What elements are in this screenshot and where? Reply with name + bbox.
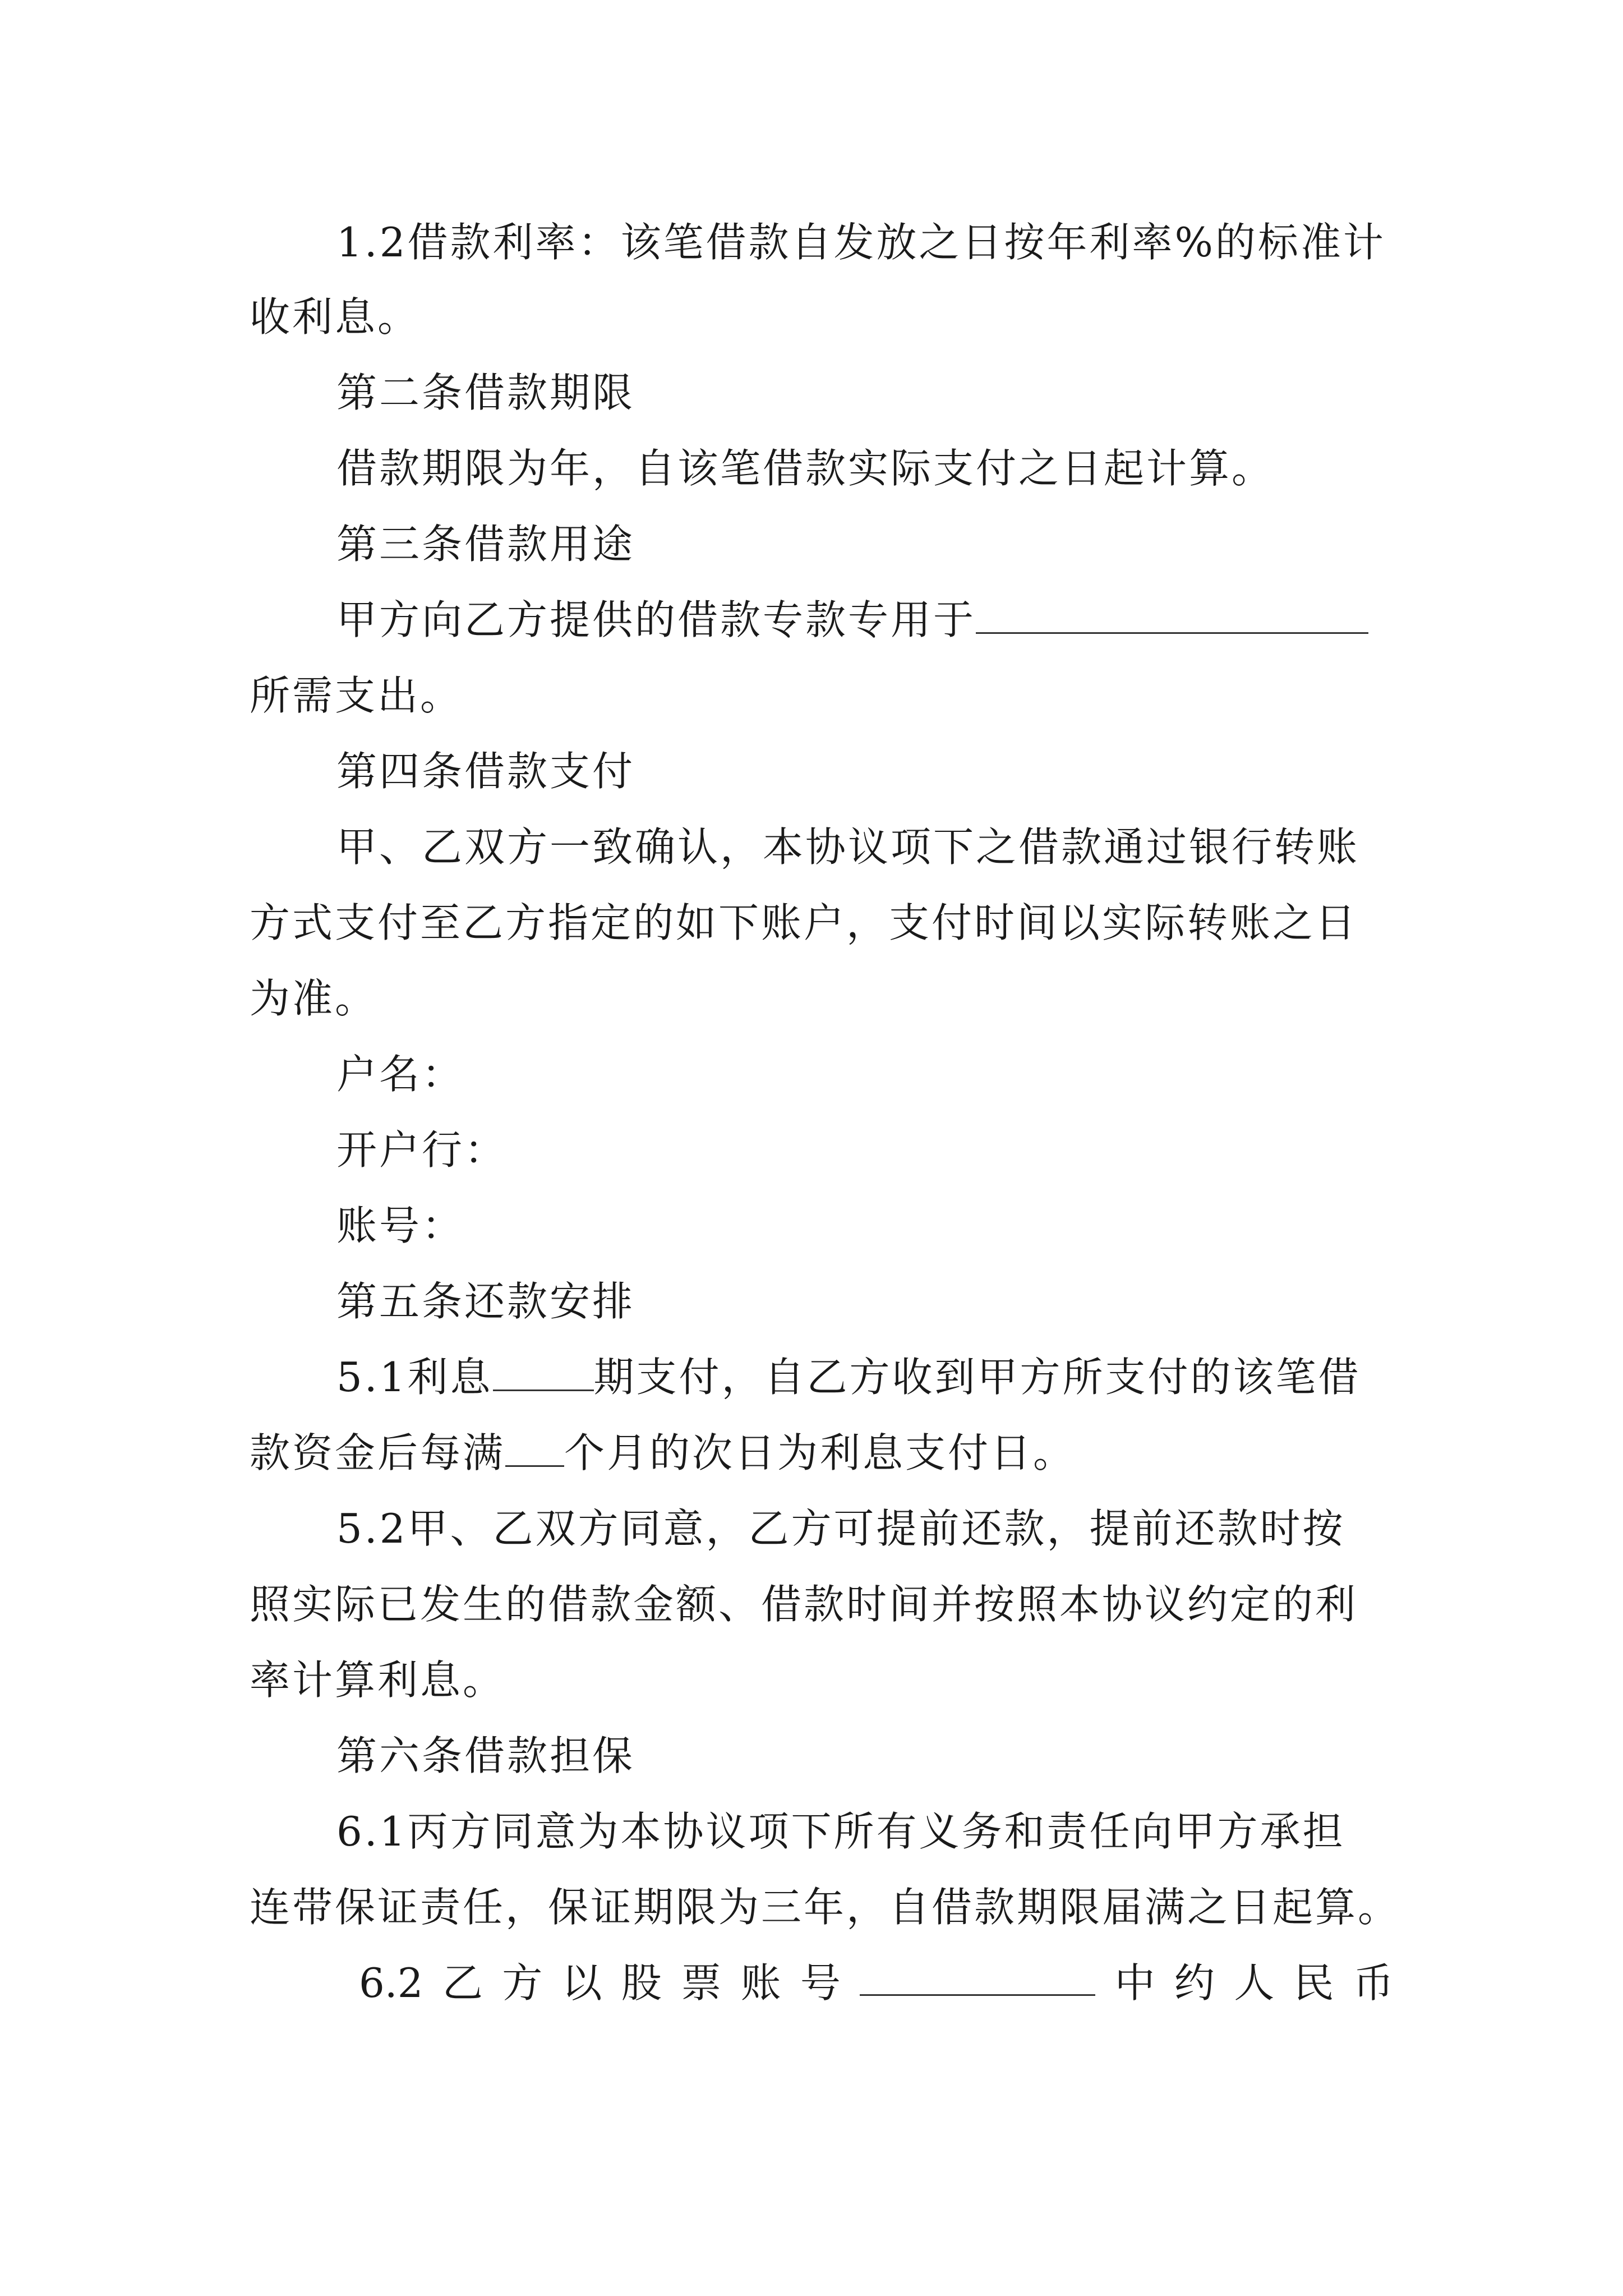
section-heading xyxy=(336,365,1394,421)
paragraph-line xyxy=(250,895,1394,951)
paragraph-line-justified xyxy=(359,1955,1394,2011)
line-text: 1.2借款利率：该笔借款自发放之日按年利率%的标准计 xyxy=(336,219,1386,266)
line-text: 以 xyxy=(561,1959,602,2007)
heading-text: 第二条借款期限 xyxy=(336,369,635,416)
line-text: 为准。 xyxy=(250,975,378,1022)
paragraph-line xyxy=(336,592,1394,648)
paragraph-line xyxy=(250,1425,1394,1481)
line-text: 票 xyxy=(681,1959,722,2007)
line-text: 币 xyxy=(1353,1959,1394,2007)
line-text: 方式支付至乙方指定的如下账户，支付时间以实际转账之日 xyxy=(250,899,1358,946)
line-text: 甲、乙双方一致确认，本协议项下之借款通过银行转账 xyxy=(336,823,1360,871)
paragraph-line xyxy=(250,1879,1401,1935)
fill-in-blank xyxy=(493,1350,594,1391)
line-text: 民 xyxy=(1293,1959,1334,2007)
line-text: 账 xyxy=(740,1959,781,2007)
line-text: 人 xyxy=(1234,1959,1275,2007)
section-heading xyxy=(336,743,1394,799)
paragraph-line xyxy=(336,214,1394,270)
section-heading xyxy=(336,1273,1394,1329)
bank-label xyxy=(336,1122,1394,1178)
line-text: 股 xyxy=(621,1959,662,2007)
line-text: 开户行： xyxy=(336,1126,508,1174)
paragraph-line xyxy=(250,1576,1394,1632)
paragraph-line xyxy=(336,1803,1394,1860)
line-text: 账号： xyxy=(336,1202,465,1249)
line-text: 个月的次日为利息支付日。 xyxy=(564,1429,1076,1476)
line-text: 中 xyxy=(1114,1959,1155,2007)
fill-in-blank xyxy=(505,1426,564,1467)
paragraph-line xyxy=(336,1349,1394,1405)
account-name-label xyxy=(336,1046,1394,1102)
heading-text: 第六条借款担保 xyxy=(336,1732,635,1779)
account-number-label xyxy=(336,1198,1394,1254)
line-text: 率计算利息。 xyxy=(250,1657,506,1704)
line-text: 号 xyxy=(800,1959,841,2007)
line-text: 借款期限为年，自该笔借款实际支付之日起计算。 xyxy=(336,445,1275,492)
line-text: 方 xyxy=(502,1959,543,2007)
line-text: 约 xyxy=(1174,1959,1215,2007)
heading-text: 第四条借款支付 xyxy=(336,748,635,795)
heading-text: 第三条借款用途 xyxy=(336,521,635,568)
paragraph-line xyxy=(336,440,1394,496)
fill-in-blank xyxy=(860,1955,1095,1996)
section-heading xyxy=(336,516,1394,572)
line-text: 户名： xyxy=(336,1051,465,1098)
section-heading xyxy=(336,1728,1394,1784)
paragraph-line xyxy=(250,668,1394,724)
paragraph-line xyxy=(250,289,1394,345)
paragraph-line xyxy=(250,1652,1394,1708)
line-text: 款资金后每满 xyxy=(250,1429,506,1476)
paragraph-line xyxy=(336,1501,1394,1557)
line-text: 乙 xyxy=(442,1959,483,2007)
line-text: 照实际已发生的借款金额、借款时间并按照本协议约定的利 xyxy=(250,1581,1358,1628)
line-text: 甲方向乙方提供的借款专款专用于 xyxy=(336,596,976,643)
line-text: 所需支出。 xyxy=(250,672,463,719)
line-text: 6.1丙方同意为本协议项下所有义务和责任向甲方承担 xyxy=(336,1808,1345,1855)
heading-text: 第五条还款安排 xyxy=(336,1278,635,1325)
line-text: 连带保证责任，保证期限为三年，自借款期限届满之日起算。 xyxy=(250,1884,1401,1931)
line-text: 5.2甲、乙双方同意，乙方可提前还款，提前还款时按 xyxy=(336,1505,1345,1552)
line-text: 收利息。 xyxy=(250,293,421,341)
fill-in-blank xyxy=(976,593,1368,634)
paragraph-line xyxy=(250,970,1394,1027)
line-text: 5.1利息 xyxy=(336,1354,493,1401)
line-text: 期支付，自乙方收到甲方所支付的该笔借 xyxy=(593,1354,1361,1401)
line-text: 6.2 xyxy=(359,1959,423,2007)
paragraph-line xyxy=(336,819,1394,875)
